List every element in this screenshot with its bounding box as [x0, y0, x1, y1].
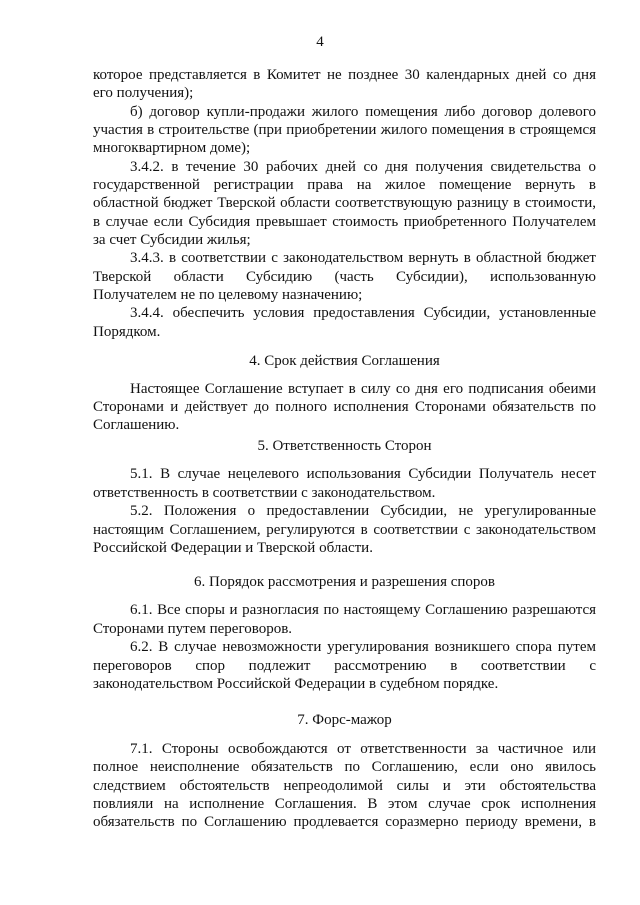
text-line: в случае если Субсидия превышает стоимость приобретенного Получателем [93, 214, 596, 230]
text-line: 7.1. Стороны освобождаются от ответственности за частичное или [130, 741, 596, 757]
text-line: 3.4.4. обеспечить условия предоставления Субсидии, установленные [130, 305, 596, 321]
text-line: Соглашению. [93, 417, 180, 433]
text-line: переговоров спор подлежит рассмотрению в соответствии с [93, 658, 596, 674]
text-line: государственной регистрации права на жилое помещение вернуть в [93, 177, 596, 193]
text-line: 5.1. В случае нецелевого использования Субсидии Получатель несет [130, 466, 596, 482]
text-line: участия в строительстве (при приобретении жилого помещения в строящемся [93, 122, 596, 138]
page-number: 4 [316, 34, 324, 50]
section-heading: 6. Порядок рассмотрения и разрешения споров [194, 574, 495, 590]
text-line: многоквартирном доме); [93, 140, 251, 156]
text-line: б) договор купли-продажи жилого помещения либо договор долевого [130, 104, 596, 120]
text-line: законодательством Российской Федерации в судебном порядке. [93, 676, 499, 692]
text-line: обязательств по Соглашению продлевается соразмерно периоду времени, в [93, 814, 596, 830]
section-heading: 4. Срок действия Соглашения [249, 353, 440, 369]
text-line: Порядком. [93, 324, 161, 340]
text-line: Получателем не по целевому назначению; [93, 287, 363, 303]
text-line: областной бюджет Тверской области соответствующую разницу в стоимости, [93, 195, 596, 211]
text-line: Российской Федерации и Тверской области. [93, 540, 373, 556]
text-line: 3.4.2. в течение 30 рабочих дней со дня получения свидетельства о [130, 159, 596, 175]
section-heading: 5. Ответственность Сторон [257, 438, 432, 454]
text-line: 5.2. Положения о предоставлении Субсидии, не урегулированные [130, 503, 596, 519]
text-line: Сторонами и действует до полного исполнения Сторонами обязательств по [93, 399, 596, 415]
text-line: Настоящее Соглашение вступает в силу со дня его подписания обеими [130, 381, 596, 397]
text-line: настоящим Соглашением, регулируются в соответствии с законодательством [93, 522, 596, 538]
text-line: 6.1. Все споры и разногласия по настоящему Соглашению разрешаются [130, 602, 596, 618]
text-line: следствием обстоятельств непреодолимой силы и эти обстоятельства [93, 778, 596, 794]
text-line: Тверской области Субсидию (часть Субсидии), использованную [93, 269, 596, 285]
text-line: которое представляется в Комитет не позднее 30 календарных дней со дня [93, 67, 596, 83]
text-line: повлияли на исполнение Соглашения. В этом случае срок исполнения [93, 796, 596, 812]
text-line: его получения); [93, 85, 194, 101]
text-line: ответственность в соответствии с законодательством. [93, 485, 436, 501]
text-line: Сторонами путем переговоров. [93, 621, 293, 637]
text-line: полное неисполнение обязательств по Соглашению, если оно явилось [93, 759, 596, 775]
section-heading: 7. Форс-мажор [297, 712, 392, 728]
text-line: 6.2. В случае невозможности урегулирования возникшего спора путем [130, 639, 596, 655]
text-line: за счет Субсидии жилья; [93, 232, 251, 248]
text-line: 3.4.3. в соответствии с законодательством вернуть в областной бюджет [130, 250, 596, 266]
